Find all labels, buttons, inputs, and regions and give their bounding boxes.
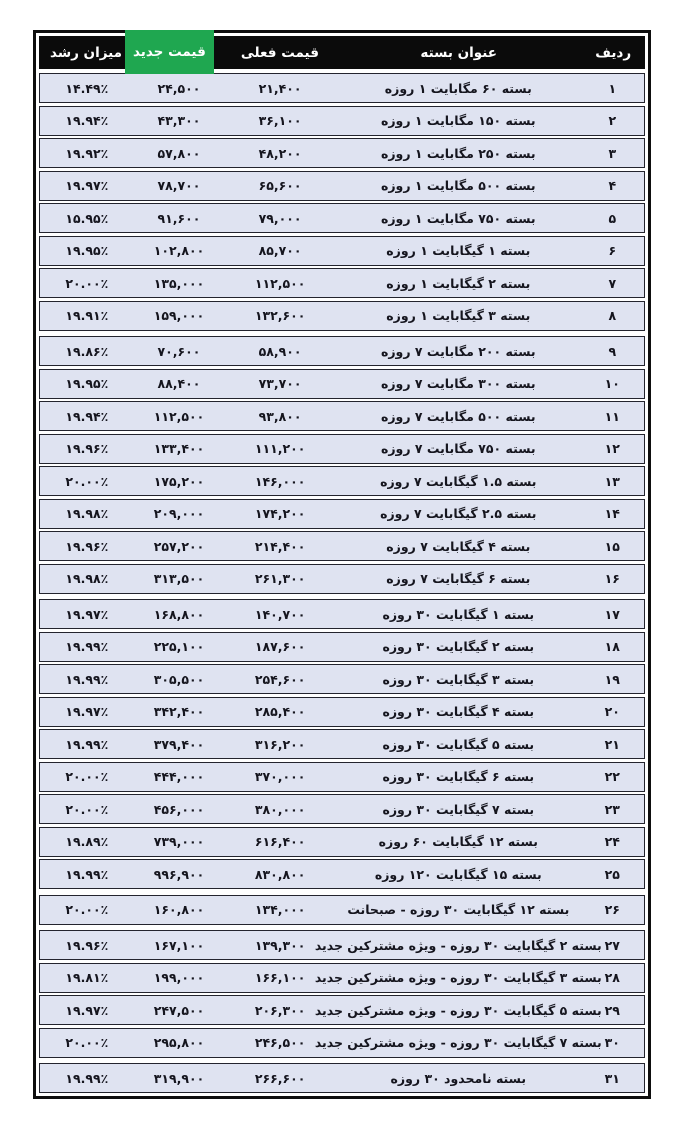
cell-new-price: ۳۰۵,۵۰۰ bbox=[153, 671, 205, 687]
cell-package-title: بسته ۱.۵ گیگابایت ۷ روزه bbox=[380, 473, 537, 489]
cell-row-number: ۴ bbox=[608, 178, 617, 193]
cell-new-price: ۱۳۳,۴۰۰ bbox=[153, 441, 205, 456]
cell-growth-rate: ۱۹.۹۵٪ bbox=[65, 376, 109, 391]
cell-new-price: ۷۳۹,۰۰۰ bbox=[153, 834, 205, 849]
cell-growth-rate: ۱۹.۹۹٪ bbox=[65, 866, 109, 882]
table-row bbox=[39, 995, 645, 1025]
cell-package-title: بسته ۱ گیگابایت ۳۰ روزه bbox=[382, 606, 535, 622]
header-growth-rate-label: میزان رشد bbox=[50, 44, 122, 61]
cell-package-title: بسته ۷۵۰ مگابایت ۱ روزه bbox=[380, 210, 536, 226]
table-row bbox=[39, 1028, 645, 1058]
cell-growth-rate: ۱۴.۴۹٪ bbox=[65, 80, 109, 96]
cell-package-title: بسته ۵ گیگابایت ۳۰ روزه - ویژه مشترکین جدید bbox=[314, 1002, 602, 1018]
cell-growth-rate: ۲۰.۰۰٪ bbox=[65, 1035, 109, 1050]
cell-package-title: بسته ۶۰ مگابایت ۱ روزه bbox=[384, 80, 532, 96]
cell-growth-rate: ۱۹.۹۶٪ bbox=[65, 441, 109, 456]
cell-growth-rate: ۱۹.۹۴٪ bbox=[65, 408, 109, 424]
table-row bbox=[39, 203, 645, 233]
table-row bbox=[39, 138, 645, 168]
cell-new-price: ۱۷۵,۲۰۰ bbox=[153, 473, 205, 489]
cell-package-title: بسته ۳ گیگابایت ۳۰ روزه bbox=[382, 671, 535, 687]
cell-package-title: بسته ۶ گیگابایت ۷ روزه bbox=[386, 571, 531, 586]
cell-new-price: ۲۲۵,۱۰۰ bbox=[153, 639, 205, 654]
cell-growth-rate: ۱۹.۹۷٪ bbox=[65, 178, 109, 193]
cell-growth-rate: ۱۹.۹۹٪ bbox=[65, 671, 109, 687]
cell-current-price: ۳۱۶,۲۰۰ bbox=[254, 736, 306, 752]
cell-row-number: ۱۰ bbox=[604, 376, 620, 391]
cell-new-price: ۱۶۰,۸۰۰ bbox=[153, 902, 205, 917]
table-row bbox=[39, 599, 645, 629]
cell-package-title: بسته ۲۰۰ مگابایت ۷ روزه bbox=[380, 343, 536, 359]
cell-growth-rate: ۱۹.۹۷٪ bbox=[65, 704, 109, 719]
cell-row-number: ۸ bbox=[608, 308, 617, 323]
header-new-price-label: قیمت جدید bbox=[133, 44, 206, 60]
cell-row-number: ۱۷ bbox=[604, 606, 620, 622]
table-row bbox=[39, 859, 645, 889]
cell-growth-rate: ۱۹.۹۱٪ bbox=[65, 308, 109, 323]
cell-growth-rate: ۲۰.۰۰٪ bbox=[65, 902, 109, 917]
cell-growth-rate: ۱۹.۹۷٪ bbox=[65, 1002, 109, 1018]
cell-row-number: ۱۵ bbox=[604, 538, 620, 554]
cell-growth-rate: ۱۹.۹۴٪ bbox=[65, 113, 109, 128]
cell-growth-rate: ۱۹.۹۹٪ bbox=[65, 639, 109, 654]
cell-row-number: ۶ bbox=[608, 243, 617, 258]
cell-package-title: بسته ۶ گیگابایت ۳۰ روزه bbox=[382, 769, 535, 784]
table-row bbox=[39, 895, 645, 925]
table-row bbox=[39, 930, 645, 960]
table-row bbox=[39, 827, 645, 857]
table-row bbox=[39, 729, 645, 759]
cell-growth-rate: ۱۹.۹۷٪ bbox=[65, 606, 109, 622]
cell-package-title: بسته ۵۰۰ مگابایت ۷ روزه bbox=[380, 408, 536, 424]
table-row bbox=[39, 1063, 645, 1093]
cell-growth-rate: ۱۹.۸۱٪ bbox=[65, 970, 109, 985]
cell-package-title: بسته ۱۵ گیگابایت ۱۲۰ روزه bbox=[374, 866, 542, 882]
cell-current-price: ۲۸۵,۴۰۰ bbox=[254, 704, 306, 719]
table-row bbox=[39, 632, 645, 662]
cell-growth-rate: ۱۹.۹۵٪ bbox=[65, 243, 109, 258]
table-row bbox=[39, 236, 645, 266]
cell-new-price: ۲۴۷,۵۰۰ bbox=[153, 1002, 205, 1018]
cell-new-price: ۳۴۲,۴۰۰ bbox=[153, 704, 205, 719]
cell-row-number: ۲ bbox=[608, 113, 617, 128]
cell-current-price: ۲۱,۴۰۰ bbox=[258, 80, 302, 96]
table-row bbox=[39, 106, 645, 136]
cell-row-number: ۵ bbox=[608, 210, 617, 226]
cell-current-price: ۶۱۶,۴۰۰ bbox=[254, 834, 306, 849]
cell-new-price: ۷۰,۶۰۰ bbox=[157, 343, 201, 359]
cell-new-price: ۲۵۷,۲۰۰ bbox=[153, 538, 205, 554]
cell-current-price: ۳۷۰,۰۰۰ bbox=[254, 769, 306, 784]
cell-row-number: ۱۸ bbox=[604, 639, 620, 654]
cell-new-price: ۴۵۶,۰۰۰ bbox=[153, 801, 205, 817]
cell-new-price: ۳۱۹,۹۰۰ bbox=[153, 1070, 205, 1086]
cell-current-price: ۷۹,۰۰۰ bbox=[258, 210, 302, 226]
cell-growth-rate: ۱۹.۹۶٪ bbox=[65, 538, 109, 554]
cell-current-price: ۶۵,۶۰۰ bbox=[258, 178, 302, 193]
cell-package-title: بسته ۷ گیگابایت ۳۰ روزه - ویژه مشترکین جدید bbox=[314, 1035, 602, 1050]
cell-row-number: ۳۰ bbox=[604, 1035, 620, 1050]
cell-new-price: ۱۶۷,۱۰۰ bbox=[153, 937, 205, 953]
header-current-price bbox=[224, 36, 336, 69]
cell-growth-rate: ۱۹.۹۹٪ bbox=[65, 736, 109, 752]
cell-package-title: بسته ۱۵۰ مگابایت ۱ روزه bbox=[380, 113, 536, 128]
cell-new-price: ۱۵۹,۰۰۰ bbox=[153, 308, 205, 323]
cell-row-number: ۷ bbox=[608, 275, 617, 291]
cell-current-price: ۲۱۴,۴۰۰ bbox=[254, 538, 306, 554]
cell-current-price: ۲۶۶,۶۰۰ bbox=[254, 1070, 306, 1086]
cell-current-price: ۱۴۰,۷۰۰ bbox=[254, 606, 306, 622]
cell-growth-rate: ۱۹.۹۶٪ bbox=[65, 937, 109, 953]
cell-package-title: بسته ۳ گیگابایت ۳۰ روزه - ویژه مشترکین جدید bbox=[314, 970, 602, 985]
cell-row-number: ۲۷ bbox=[604, 937, 620, 953]
table-row bbox=[39, 73, 645, 103]
cell-row-number: ۱۱ bbox=[604, 408, 620, 424]
cell-row-number: ۲۲ bbox=[604, 769, 620, 784]
cell-row-number: ۲۹ bbox=[604, 1002, 620, 1018]
cell-current-price: ۸۵,۷۰۰ bbox=[258, 243, 302, 258]
cell-current-price: ۵۸,۹۰۰ bbox=[258, 343, 302, 359]
cell-current-price: ۸۳۰,۸۰۰ bbox=[254, 866, 306, 882]
cell-new-price: ۲۰۹,۰۰۰ bbox=[153, 506, 205, 521]
cell-package-title: بسته ۱۲ گیگابایت ۶۰ روزه bbox=[378, 834, 538, 849]
cell-new-price: ۱۹۹,۰۰۰ bbox=[153, 970, 205, 985]
cell-new-price: ۵۷,۸۰۰ bbox=[157, 145, 201, 161]
table-row bbox=[39, 301, 645, 331]
header-growth-rate bbox=[39, 36, 133, 69]
cell-new-price: ۷۸,۷۰۰ bbox=[157, 178, 201, 193]
cell-current-price: ۲۶۱,۳۰۰ bbox=[254, 571, 306, 586]
cell-current-price: ۱۴۶,۰۰۰ bbox=[254, 473, 306, 489]
table-row bbox=[39, 268, 645, 298]
cell-package-title: بسته نامحدود ۳۰ روزه bbox=[390, 1070, 527, 1086]
cell-growth-rate: ۱۹.۹۸٪ bbox=[65, 571, 109, 586]
cell-new-price: ۴۴۴,۰۰۰ bbox=[153, 769, 205, 784]
cell-current-price: ۳۶,۱۰۰ bbox=[258, 113, 302, 128]
table-body bbox=[39, 73, 645, 1093]
cell-growth-rate: ۲۰.۰۰٪ bbox=[65, 275, 109, 291]
table-row bbox=[39, 963, 645, 993]
header-row-number-label: ردیف bbox=[595, 44, 632, 61]
cell-row-number: ۱۴ bbox=[604, 506, 620, 521]
cell-growth-rate: ۱۵.۹۵٪ bbox=[65, 210, 109, 226]
cell-package-title: بسته ۵۰۰ مگابایت ۱ روزه bbox=[380, 178, 536, 193]
cell-growth-rate: ۱۹.۹۲٪ bbox=[65, 145, 109, 161]
cell-growth-rate: ۱۹.۸۶٪ bbox=[65, 343, 109, 359]
cell-current-price: ۱۱۱,۲۰۰ bbox=[254, 441, 306, 456]
cell-new-price: ۹۹۶,۹۰۰ bbox=[153, 866, 205, 882]
cell-row-number: ۱ bbox=[608, 80, 617, 96]
cell-new-price: ۳۱۳,۵۰۰ bbox=[153, 571, 205, 586]
cell-current-price: ۴۸,۲۰۰ bbox=[258, 145, 302, 161]
cell-row-number: ۲۶ bbox=[604, 902, 620, 917]
cell-package-title: بسته ۵ گیگابایت ۳۰ روزه bbox=[382, 736, 535, 752]
cell-current-price: ۱۳۲,۶۰۰ bbox=[254, 308, 306, 323]
cell-package-title: بسته ۴ گیگابایت ۷ روزه bbox=[386, 538, 531, 554]
cell-row-number: ۳ bbox=[608, 145, 617, 161]
cell-row-number: ۹ bbox=[608, 343, 617, 359]
cell-package-title: بسته ۷ گیگابایت ۳۰ روزه bbox=[382, 801, 535, 817]
cell-row-number: ۳۱ bbox=[604, 1070, 620, 1086]
new-price-highlight-chip bbox=[125, 30, 214, 74]
cell-row-number: ۲۵ bbox=[604, 866, 620, 882]
cell-row-number: ۱۲ bbox=[604, 441, 620, 456]
cell-growth-rate: ۲۰.۰۰٪ bbox=[65, 801, 109, 817]
cell-current-price: ۱۷۴,۲۰۰ bbox=[254, 506, 306, 521]
table-row bbox=[39, 434, 645, 464]
cell-current-price: ۲۰۶,۳۰۰ bbox=[254, 1002, 306, 1018]
cell-current-price: ۳۸۰,۰۰۰ bbox=[254, 801, 306, 817]
cell-growth-rate: ۲۰.۰۰٪ bbox=[65, 473, 109, 489]
cell-new-price: ۲۹۵,۸۰۰ bbox=[153, 1035, 205, 1050]
cell-new-price: ۱۰۲,۸۰۰ bbox=[153, 243, 205, 258]
table-row bbox=[39, 336, 645, 366]
table-row bbox=[39, 697, 645, 727]
table-row bbox=[39, 794, 645, 824]
cell-current-price: ۹۳,۸۰۰ bbox=[258, 408, 302, 424]
table-row bbox=[39, 499, 645, 529]
table-row bbox=[39, 664, 645, 694]
table-row bbox=[39, 171, 645, 201]
cell-new-price: ۹۱,۶۰۰ bbox=[157, 210, 201, 226]
cell-package-title: بسته ۲ گیگابایت ۳۰ روزه - ویژه مشترکین جدید bbox=[314, 937, 602, 953]
cell-row-number: ۱۶ bbox=[604, 571, 620, 586]
cell-package-title: بسته ۷۵۰ مگابایت ۷ روزه bbox=[380, 441, 536, 456]
cell-package-title: بسته ۲ گیگابایت ۱ روزه bbox=[386, 275, 531, 291]
cell-current-price: ۱۳۴,۰۰۰ bbox=[254, 902, 306, 917]
cell-row-number: ۱۹ bbox=[604, 671, 620, 687]
cell-package-title: بسته ۱ گیگابایت ۱ روزه bbox=[386, 243, 531, 258]
cell-package-title: بسته ۴ گیگابایت ۳۰ روزه bbox=[382, 704, 535, 719]
table-row bbox=[39, 564, 645, 594]
cell-growth-rate: ۱۹.۸۹٪ bbox=[65, 834, 109, 849]
table-header-row bbox=[39, 36, 645, 69]
table-row bbox=[39, 369, 645, 399]
cell-current-price: ۲۵۴,۶۰۰ bbox=[254, 671, 306, 687]
cell-row-number: ۲۰ bbox=[604, 704, 620, 719]
cell-row-number: ۲۴ bbox=[604, 834, 620, 849]
cell-current-price: ۱۱۲,۵۰۰ bbox=[254, 275, 306, 291]
cell-current-price: ۷۳,۷۰۰ bbox=[258, 376, 302, 391]
cell-package-title: بسته ۳ گیگابایت ۱ روزه bbox=[386, 308, 531, 323]
cell-new-price: ۳۷۹,۴۰۰ bbox=[153, 736, 205, 752]
table-row bbox=[39, 762, 645, 792]
cell-current-price: ۲۴۶,۵۰۰ bbox=[254, 1035, 306, 1050]
cell-current-price: ۱۶۶,۱۰۰ bbox=[254, 970, 306, 985]
cell-growth-rate: ۱۹.۹۹٪ bbox=[65, 1070, 109, 1086]
header-current-price-label: قیمت فعلی bbox=[240, 44, 319, 61]
cell-row-number: ۲۱ bbox=[604, 736, 620, 752]
cell-new-price: ۱۱۲,۵۰۰ bbox=[153, 408, 205, 424]
cell-new-price: ۸۸,۴۰۰ bbox=[157, 376, 201, 391]
cell-package-title: بسته ۲۵۰ مگابایت ۱ روزه bbox=[380, 145, 536, 161]
cell-package-title: بسته ۱۲ گیگابایت ۳۰ روزه - صبحانت bbox=[347, 902, 570, 917]
header-package-title-label: عنوان بسته bbox=[420, 44, 497, 61]
cell-row-number: ۲۳ bbox=[604, 801, 620, 817]
cell-current-price: ۱۸۷,۶۰۰ bbox=[254, 639, 306, 654]
header-package-title bbox=[336, 36, 581, 69]
table-row bbox=[39, 531, 645, 561]
cell-package-title: بسته ۳۰۰ مگابایت ۷ روزه bbox=[380, 376, 536, 391]
cell-row-number: ۱۳ bbox=[604, 473, 620, 489]
header-row-number bbox=[581, 36, 645, 69]
table-row bbox=[39, 466, 645, 496]
header-new-price bbox=[133, 36, 224, 69]
price-table bbox=[33, 30, 651, 1099]
cell-new-price: ۱۳۵,۰۰۰ bbox=[153, 275, 205, 291]
cell-current-price: ۱۳۹,۳۰۰ bbox=[254, 937, 306, 953]
cell-new-price: ۱۶۸,۸۰۰ bbox=[153, 606, 205, 622]
cell-new-price: ۲۴,۵۰۰ bbox=[157, 80, 201, 96]
table-row bbox=[39, 401, 645, 431]
cell-growth-rate: ۱۹.۹۸٪ bbox=[65, 506, 109, 521]
cell-package-title: بسته ۲.۵ گیگابایت ۷ روزه bbox=[380, 506, 537, 521]
cell-package-title: بسته ۲ گیگابایت ۳۰ روزه bbox=[382, 639, 535, 654]
cell-new-price: ۴۳,۳۰۰ bbox=[157, 113, 201, 128]
cell-growth-rate: ۲۰.۰۰٪ bbox=[65, 769, 109, 784]
cell-row-number: ۲۸ bbox=[604, 970, 620, 985]
